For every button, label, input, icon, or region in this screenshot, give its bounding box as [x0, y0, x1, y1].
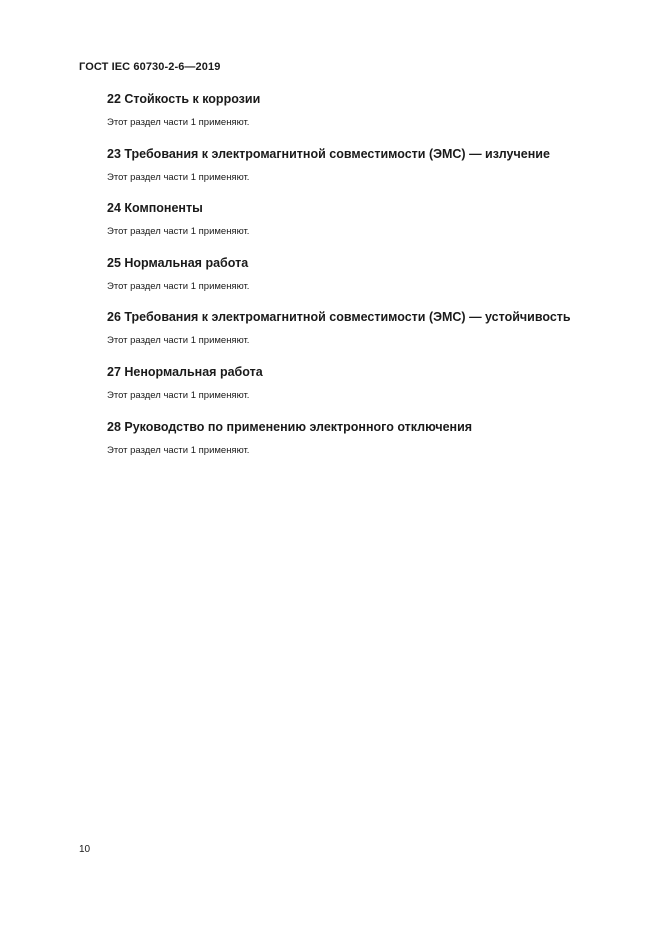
section-body: Этот раздел части 1 применяют.	[107, 444, 250, 456]
section-heading: 24 Компоненты	[107, 201, 203, 216]
section-body: Этот раздел части 1 применяют.	[107, 280, 250, 292]
section-body: Этот раздел части 1 применяют.	[107, 335, 250, 347]
section-heading: 28 Руководство по применению электронного отключения	[107, 419, 473, 434]
section-26	[107, 310, 627, 365]
section-24	[107, 201, 627, 256]
section-heading: 27 Ненормальная работа	[107, 364, 263, 379]
section-23	[107, 147, 627, 202]
section-22	[107, 92, 627, 147]
section-25	[107, 256, 627, 311]
section-heading: 22 Стойкость к коррозии	[107, 92, 261, 106]
section-28	[107, 420, 627, 475]
sections-list	[107, 92, 627, 474]
section-27	[107, 365, 627, 420]
section-heading: 25 Нормальная работа	[107, 255, 249, 270]
page-number: 10	[79, 844, 91, 855]
section-body: Этот раздел части 1 применяют.	[107, 171, 250, 183]
section-heading: 23 Требования к электромагнитной совместимости (ЭМС) — излучение	[107, 146, 550, 161]
section-body: Этот раздел части 1 применяют.	[107, 117, 250, 128]
section-heading: 26 Требования к электромагнитной совместимости (ЭМС) — устойчивость	[107, 310, 571, 325]
section-body: Этот раздел части 1 применяют.	[107, 226, 250, 238]
running-header: ГОСТ IEC 60730-2-6—2019	[79, 61, 221, 73]
section-body: Этот раздел части 1 применяют.	[107, 389, 250, 401]
